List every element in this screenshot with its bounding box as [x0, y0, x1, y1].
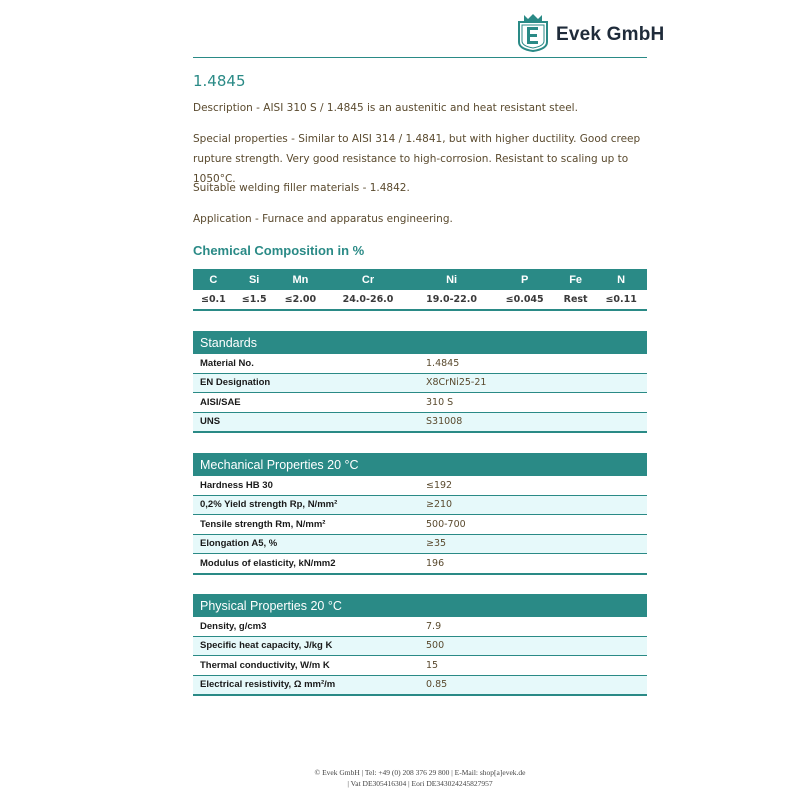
row-value: 1.4845	[419, 354, 647, 373]
row-label: EN Designation	[193, 373, 419, 393]
chemical-header-row	[193, 269, 647, 290]
element-value: ≤0.045	[493, 290, 556, 310]
element-value: 24.0-26.0	[326, 290, 410, 310]
element-value: ≤0.1	[193, 290, 234, 310]
row-label: Tensile strength Rm, N/mm²	[193, 515, 419, 535]
shield-e-icon	[516, 12, 550, 52]
description-key: Description	[193, 102, 253, 114]
table-row	[193, 354, 647, 373]
standards-title: Standards	[193, 331, 647, 354]
mechanical-title: Mechanical Properties 20 °C	[193, 453, 647, 476]
table-row	[193, 476, 647, 495]
element-value: 19.0-22.0	[410, 290, 494, 310]
table-row	[193, 393, 647, 413]
element-header: Si	[234, 269, 275, 290]
element-header: Cr	[326, 269, 410, 290]
row-label: Modulus of elasticity, kN/mm2	[193, 554, 419, 574]
application-key: Application	[193, 213, 252, 225]
row-label: Hardness HB 30	[193, 476, 419, 495]
brand-logo	[516, 12, 665, 52]
row-label: UNS	[193, 412, 419, 432]
row-value: 7.9	[419, 617, 647, 636]
chemical-composition-table	[193, 269, 647, 311]
mechanical-properties-table	[193, 453, 647, 575]
footer-registration: | Vat DE305416304 | Eori DE343024245827957	[347, 779, 493, 788]
row-label: Elongation A5, %	[193, 534, 419, 554]
table-row	[193, 495, 647, 515]
row-value: X8CrNi25-21	[419, 373, 647, 393]
description-paragraph	[193, 98, 647, 118]
table-row	[193, 636, 647, 656]
element-header: P	[493, 269, 556, 290]
table-row	[193, 373, 647, 393]
element-header: Mn	[275, 269, 327, 290]
row-value: ≥210	[419, 495, 647, 515]
table-row	[193, 515, 647, 535]
special-text: - Similar to AISI 314 / 1.4841, but with higher ductility. Good creep rupture strength. Very good resistance to high-corrosion. Resistant to scaling up to 1050°C.	[193, 133, 641, 185]
chemical-composition-title: Chemical Composition in %	[193, 243, 365, 258]
table-row	[193, 534, 647, 554]
row-label: Material No.	[193, 354, 419, 373]
row-value: 0.85	[419, 675, 647, 695]
element-header: C	[193, 269, 234, 290]
welding-text: - 1.4842.	[359, 182, 410, 194]
element-header: N	[595, 269, 647, 290]
footer-contact: © Evek GmbH | Tel: +49 (0) 208 376 29 800 | E-Mail: shop[a]evek.de	[314, 768, 526, 777]
row-label: Thermal conductivity, W/m K	[193, 656, 419, 676]
page-title: 1.4845	[193, 72, 246, 90]
chemical-value-row	[193, 290, 647, 310]
welding-paragraph	[193, 178, 647, 198]
application-text: - Furnace and apparatus engineering.	[251, 213, 453, 225]
standards-table	[193, 331, 647, 433]
row-value: S31008	[419, 412, 647, 432]
row-value: 500	[419, 636, 647, 656]
row-value: 196	[419, 554, 647, 574]
welding-key: Suitable welding filler materials	[193, 182, 360, 194]
element-value: ≤2.00	[275, 290, 327, 310]
row-value: ≥35	[419, 534, 647, 554]
row-label: 0,2% Yield strength Rp, N/mm²	[193, 495, 419, 515]
row-label: Electrical resistivity, Ω mm²/m	[193, 675, 419, 695]
row-value: 310 S	[419, 393, 647, 413]
element-header: Fe	[556, 269, 595, 290]
brand-name: Evek GmbH	[556, 24, 665, 45]
table-row	[193, 656, 647, 676]
description-text: - AISI 310 S / 1.4845 is an austenitic and heat resistant steel.	[252, 102, 578, 114]
physical-properties-table	[193, 594, 647, 696]
row-value: ≤192	[419, 476, 647, 495]
element-header: Ni	[410, 269, 494, 290]
page-footer	[0, 767, 800, 789]
row-value: 15	[419, 656, 647, 676]
physical-title: Physical Properties 20 °C	[193, 594, 647, 617]
table-row	[193, 412, 647, 432]
element-value: ≤0.11	[595, 290, 647, 310]
table-row	[193, 675, 647, 695]
row-label: AISI/SAE	[193, 393, 419, 413]
table-row	[193, 617, 647, 636]
element-value: Rest	[556, 290, 595, 310]
element-value: ≤1.5	[234, 290, 275, 310]
special-key: Special properties	[193, 133, 288, 145]
application-paragraph	[193, 209, 647, 229]
row-label: Density, g/cm3	[193, 617, 419, 636]
row-value: 500-700	[419, 515, 647, 535]
row-label: Specific heat capacity, J/kg K	[193, 636, 419, 656]
table-row	[193, 554, 647, 574]
header-divider	[193, 57, 647, 58]
